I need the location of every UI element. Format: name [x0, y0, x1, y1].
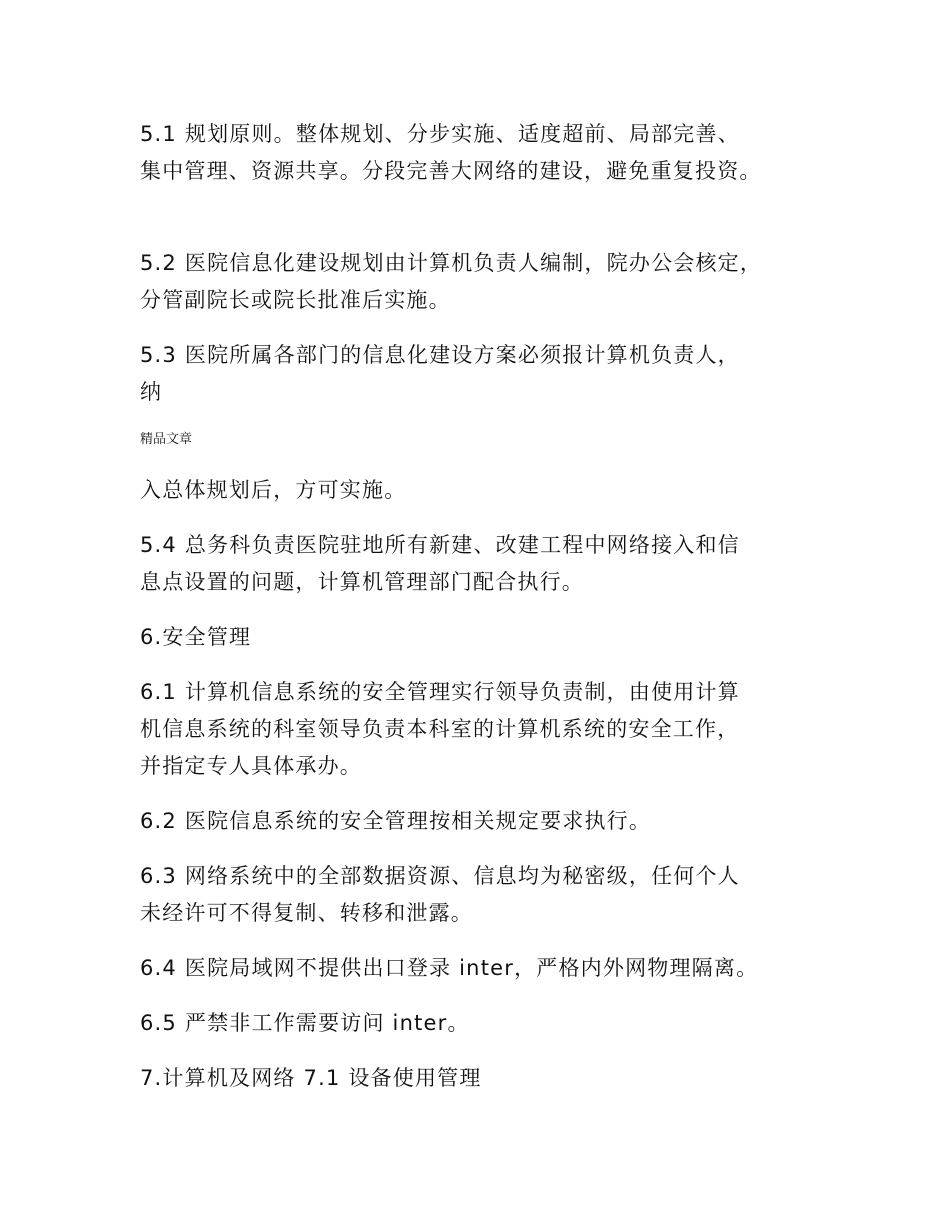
text-line: 6.5 严禁非工作需要访问 inter。 — [140, 1011, 470, 1035]
text-line: 6.1 计算机信息系统的安全管理实行领导负责制，由使用计算 — [140, 680, 740, 704]
section-heading: 6.安全管理 — [140, 625, 252, 649]
text-line: 入总体规划后，方可实施。 — [140, 478, 407, 502]
text-line: 5.4 总务科负责医院驻地所有新建、改建工程中网络接入和信 — [140, 533, 740, 557]
section-heading: 7.计算机及网络 7.1 设备使用管理 — [140, 1066, 482, 1090]
text-line: 6.2 医院信息系统的安全管理按相关规定要求执行。 — [140, 809, 652, 833]
text-line: 6.3 网络系统中的全部数据资源、信息均为秘密级，任何个人 — [140, 864, 740, 888]
text-line: 并指定专人具体承办。 — [140, 754, 362, 778]
text-line: 息点设置的问题，计算机管理部门配合执行。 — [140, 570, 584, 594]
text-line: 机信息系统的科室领导负责本科室的计算机系统的安全工作， — [140, 717, 740, 741]
text-line: 未经许可不得复制、转移和泄露。 — [140, 901, 473, 925]
text-line: 集中管理、资源共享。分段完善大网络的建设，避免重复投资。 — [140, 159, 762, 183]
text-line: 5.2 医院信息化建设规划由计算机负责人编制，院办公会核定， — [140, 251, 763, 275]
text-line: 5.1 规划原则。整体规划、分步实施、适度超前、局部完善、 — [140, 122, 740, 146]
watermark-label: 精品文章 — [140, 432, 193, 447]
text-line: 分管副院长或院长批准后实施。 — [140, 288, 451, 312]
text-line: 6.4 医院局域网不提供出口登录 inter，严格内外网物理隔离。 — [140, 956, 759, 980]
text-line: 纳 — [140, 380, 163, 404]
text-line: 5.3 医院所属各部门的信息化建设方案必须报计算机负责人， — [140, 343, 740, 367]
